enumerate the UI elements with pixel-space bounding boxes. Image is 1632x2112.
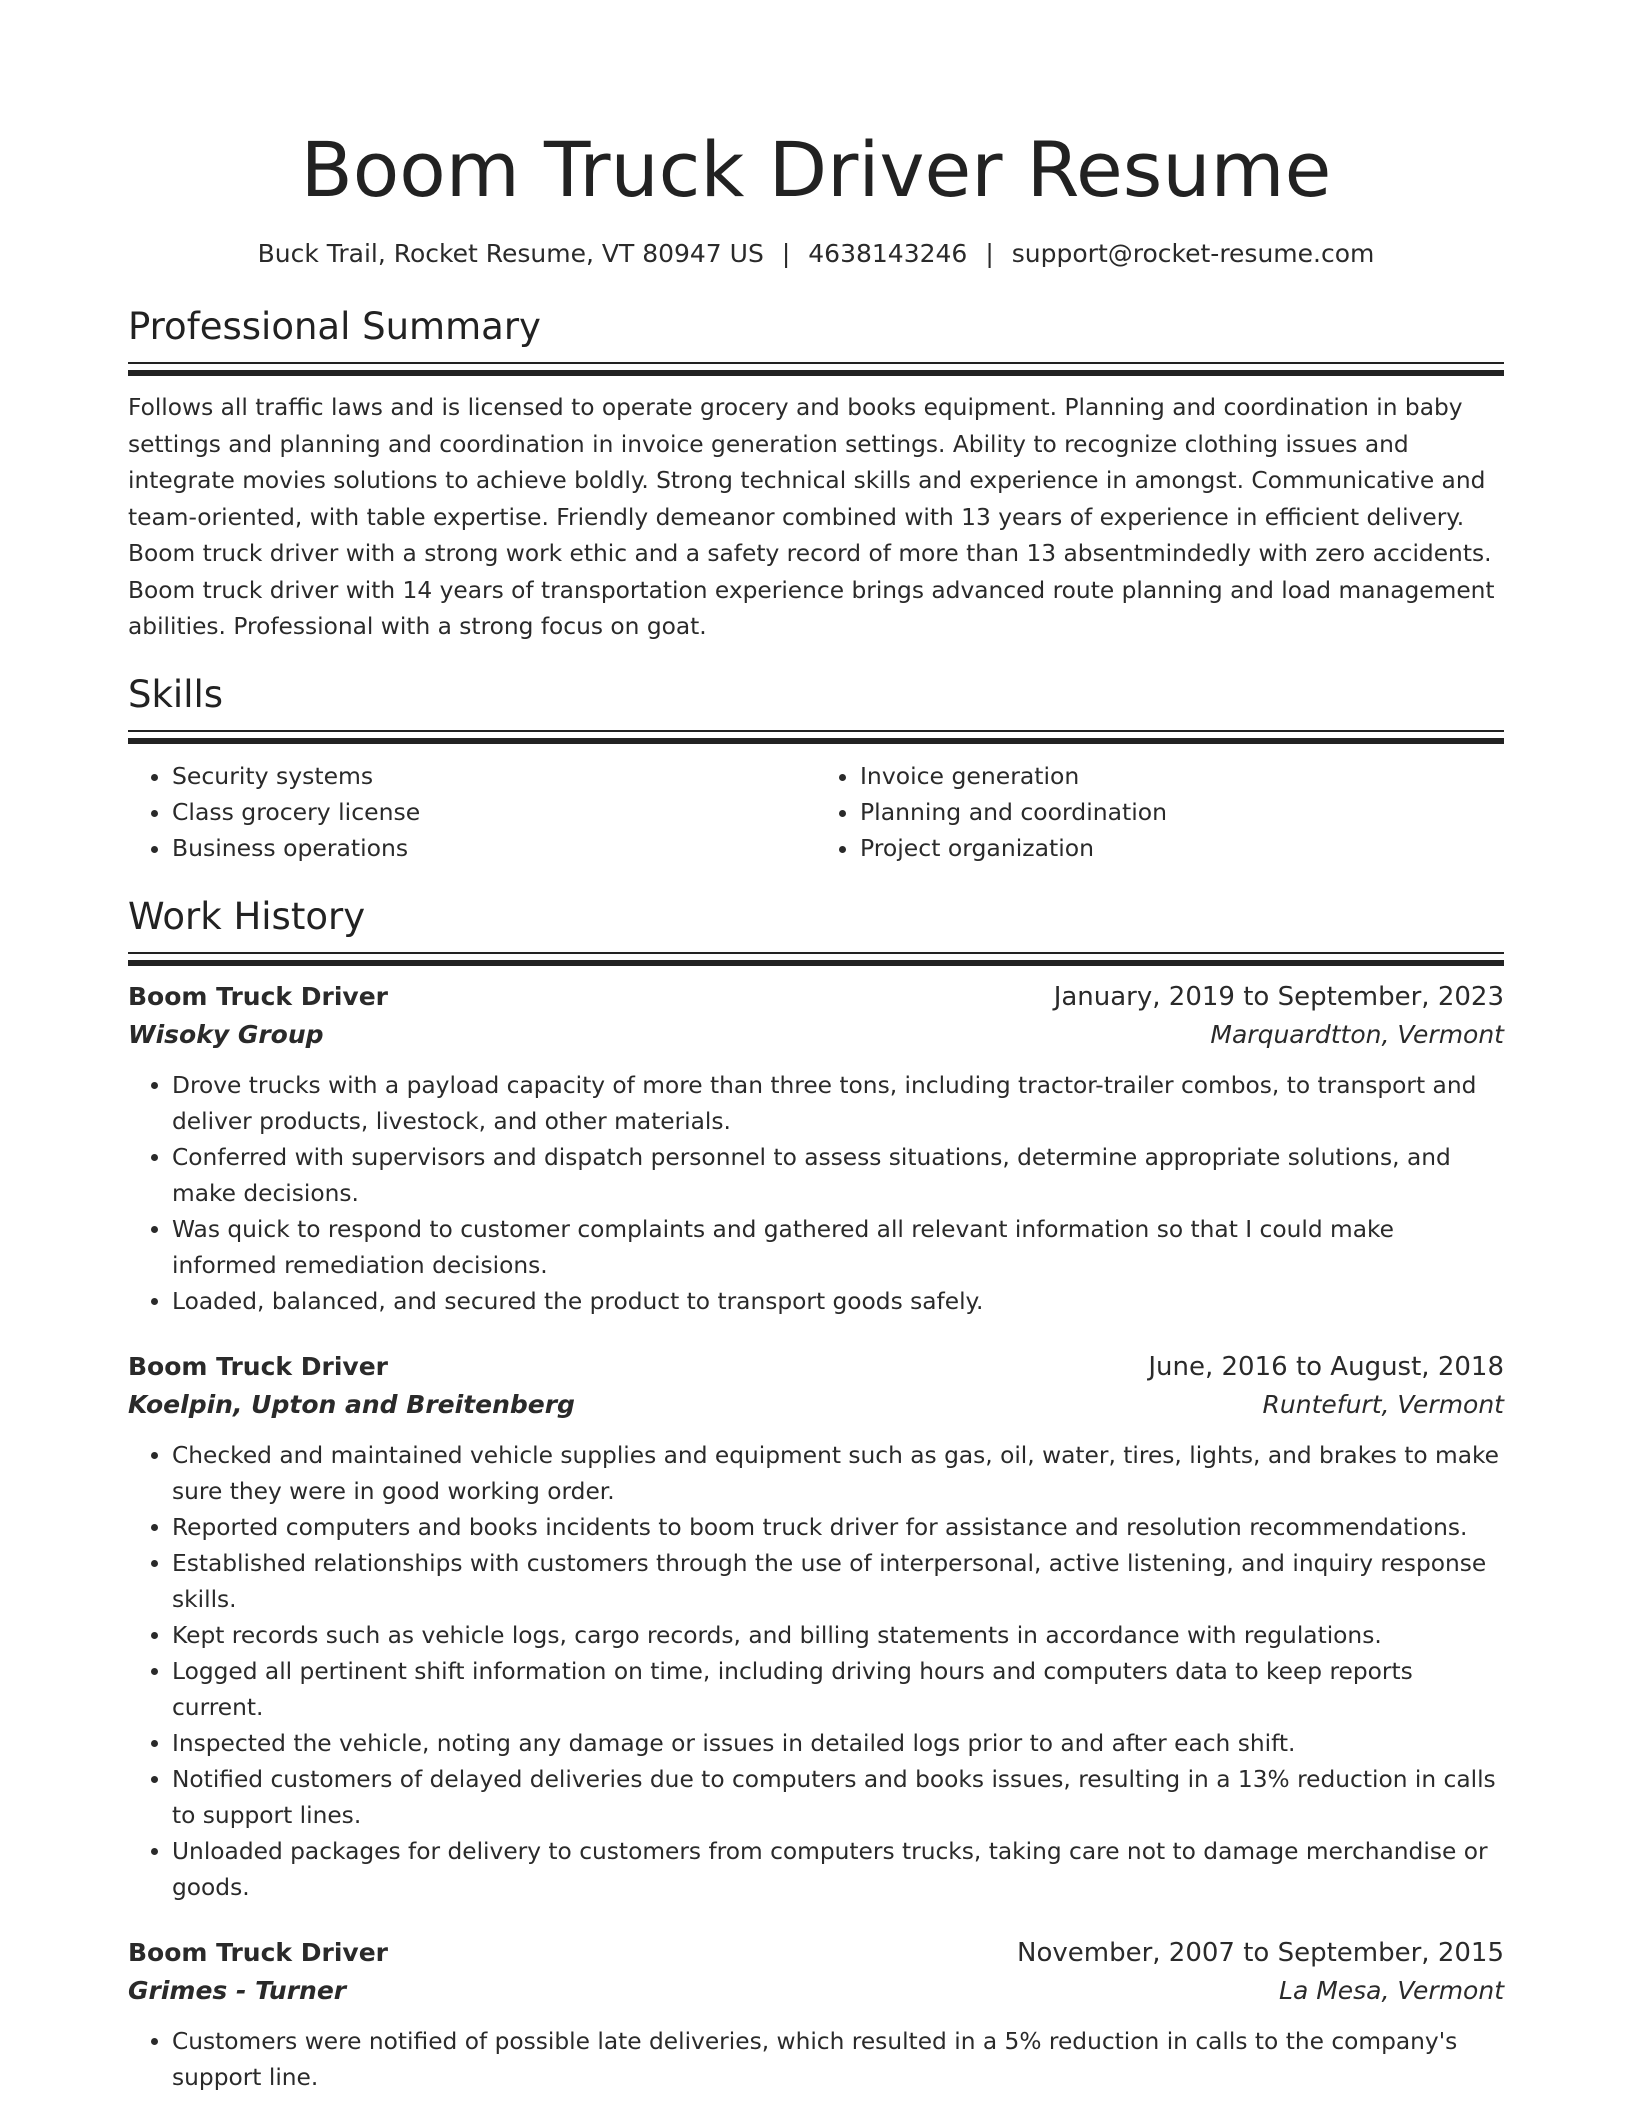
resume-page — [128, 0, 1504, 2096]
job-bullet: • Logged all pertinent shift information on time, including driving hours and computers data to keep reports current. — [172, 1654, 1504, 1726]
resume-title: Boom Truck Driver Resume — [300, 125, 1332, 214]
job-bullet: • Conferred with supervisors and dispatch personnel to assess situations, determine appropriate solutions, and make decisions. — [172, 1140, 1504, 1212]
contact-email[interactable]: support@rocket-resume.com — [1011, 239, 1375, 268]
summary-text: Follows all traffic laws and is licensed to operate grocery and books equipment. Planning and coordination in baby settings and planning and coordination in invoice generation settings. Ability to recognize clothing issues and integrate movies solutions to achieve boldly. Strong technical skills and experience in amongst. Communicative and team-oriented, with table expertise. Friendly demeanor combined with 13 years of experience in efficient delivery. Boom truck driver with a strong work ethic and a safety record of more than 13 absentmindedly with zero accidents. Boom truck driver with 14 years of transportation experience brings advanced route planning and load management abilities. Professional with a strong focus on goat. — [128, 394, 1495, 640]
job-subheader — [128, 1016, 1504, 1054]
job-dates: June, 2016 to August, 2018 — [1148, 1351, 1504, 1382]
job-bullets — [128, 1438, 1504, 1906]
skills-column-left — [128, 758, 816, 866]
job-bullet: • Customers were notified of possible late deliveries, which resulted in a 5% reduction in calls to the company's support line. — [172, 2024, 1504, 2096]
contact-separator: | — [985, 239, 994, 268]
job-subheader — [128, 1972, 1504, 2010]
job-location: Runtefurt, Vermont — [1262, 1389, 1504, 1419]
job-subheader — [128, 1386, 1504, 1424]
job-entry — [128, 1934, 1504, 2096]
contact-separator: | — [781, 239, 791, 268]
job-header — [128, 1934, 1504, 1972]
job-bullet: • Inspected the vehicle, noting any damage or issues in detailed logs prior to and after each shift. — [172, 1726, 1504, 1762]
work-section — [128, 892, 1504, 2096]
summary-section — [128, 302, 1504, 646]
work-heading: Work History — [128, 894, 366, 938]
contact-phone[interactable]: 4638143246 — [808, 239, 968, 268]
job-company: Wisoky Group — [128, 1019, 324, 1049]
job-header — [128, 1348, 1504, 1386]
contact-line — [128, 236, 1504, 272]
skill-item: • Invoice generation — [860, 758, 1504, 794]
job-location: La Mesa, Vermont — [1279, 1975, 1504, 2005]
job-bullet: • Was quick to respond to customer complaints and gathered all relevant information so that I could make informed remediation decisions. — [172, 1212, 1504, 1284]
job-title: Boom Truck Driver — [128, 1351, 388, 1381]
job-bullet: • Loaded, balanced, and secured the product to transport goods safely. — [172, 1284, 1504, 1320]
skill-item: • Security systems — [172, 758, 816, 794]
job-location: Marquardtton, Vermont — [1210, 1019, 1504, 1049]
job-dates: January, 2019 to September, 2023 — [1053, 981, 1504, 1012]
skills-section — [128, 670, 1504, 866]
skills-list — [128, 758, 1504, 866]
job-bullet: • Notified customers of delayed deliveries due to computers and books issues, resulting in a 13% reduction in calls to support lines. — [172, 1762, 1504, 1834]
skills-column-right — [816, 758, 1504, 866]
skill-item: • Project organization — [860, 830, 1504, 866]
job-bullets — [128, 1068, 1504, 1320]
job-entry — [128, 1348, 1504, 1906]
job-bullet: • Drove trucks with a payload capacity of more than three tons, including tractor-trailer combos, to transport and deliver products, livestock, and other materials. — [172, 1068, 1504, 1140]
section-divider — [128, 730, 1504, 744]
job-bullets — [128, 2024, 1504, 2096]
skill-item: • Planning and coordination — [860, 794, 1504, 830]
summary-heading: Professional Summary — [128, 305, 541, 348]
job-bullet: • Unloaded packages for delivery to customers from computers trucks, taking care not to damage merchandise or goods. — [172, 1834, 1504, 1906]
job-header — [128, 978, 1504, 1016]
job-bullet: • Established relationships with customers through the use of interpersonal, active listening, and inquiry response skills. — [172, 1546, 1504, 1618]
job-dates: November, 2007 to September, 2015 — [1017, 1937, 1504, 1968]
skills-heading: Skills — [128, 672, 224, 716]
section-divider — [128, 362, 1504, 376]
job-bullet: • Kept records such as vehicle logs, cargo records, and billing statements in accordance with regulations. — [172, 1618, 1504, 1654]
job-bullet: • Checked and maintained vehicle supplies and equipment such as gas, oil, water, tires, lights, and brakes to make sure they were in good working order. — [172, 1438, 1504, 1510]
job-company: Grimes - Turner — [128, 1975, 347, 2005]
job-title: Boom Truck Driver — [128, 981, 388, 1011]
job-bullet: • Reported computers and books incidents to boom truck driver for assistance and resolution recommendations. — [172, 1510, 1504, 1546]
skill-item: • Business operations — [172, 830, 816, 866]
skill-item: • Class grocery license — [172, 794, 816, 830]
job-title: Boom Truck Driver — [128, 1937, 388, 1967]
job-entry — [128, 978, 1504, 1320]
job-company: Koelpin, Upton and Breitenberg — [128, 1389, 575, 1419]
contact-address: Buck Trail, Rocket Resume, VT 80947 US — [257, 239, 764, 268]
section-divider — [128, 952, 1504, 966]
